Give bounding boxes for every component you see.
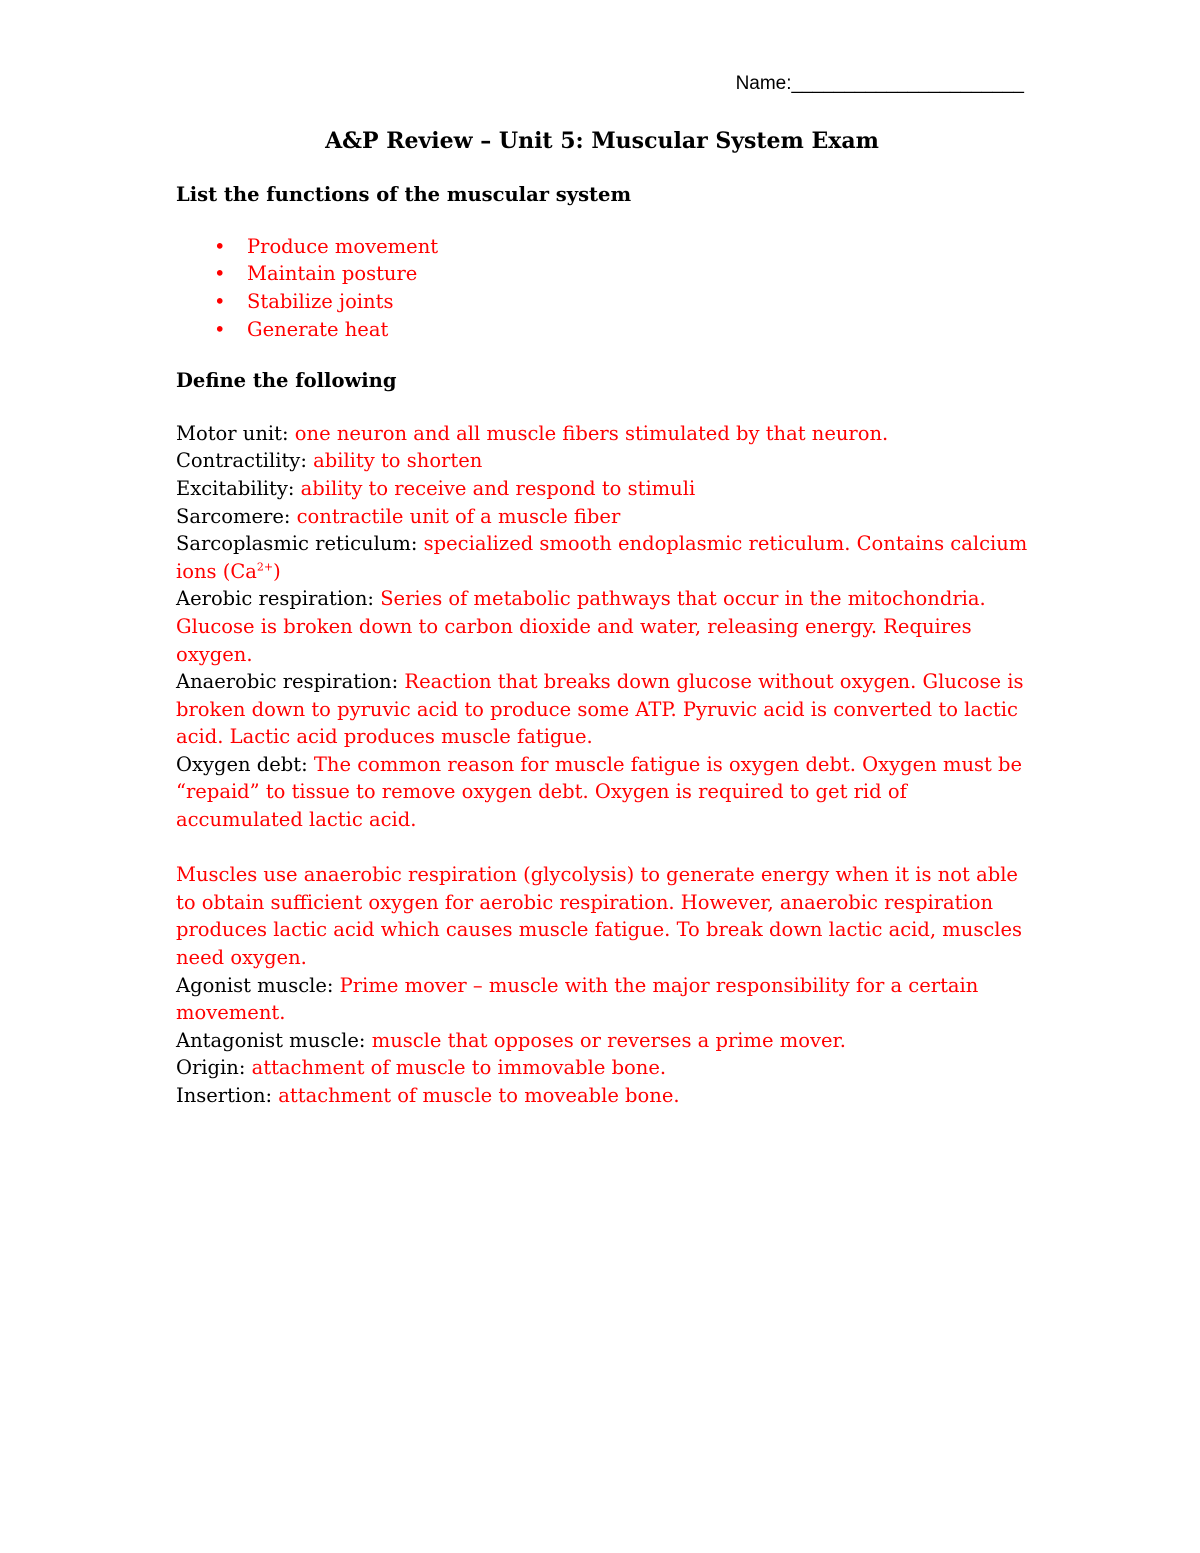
definition-insertion: [176, 1082, 1028, 1110]
definition-agonist-muscle: [176, 972, 1028, 1027]
definition-term: Anaerobic respiration:: [176, 670, 399, 694]
definition-term: Oxygen debt:: [176, 752, 308, 776]
definition-answer: Prime mover – muscle with the major responsibility for a certain movement.: [176, 973, 979, 1025]
definition-excitability: [176, 475, 1028, 503]
definition-term: Aerobic respiration:: [176, 587, 374, 611]
name-field-label: Name:______________________: [735, 73, 1024, 94]
definition-term: Sarcoplasmic reticulum:: [176, 532, 418, 556]
definition-answer: Reaction that breaks down glucose without oxygen. Glucose is broken down to pyruvic acid to produce some ATP. Pyruvic acid is converted to lactic acid. Lactic acid produces muscle fatigue.: [176, 670, 1024, 749]
explanation-paragraph: Muscles use anaerobic respiration (glycolysis) to generate energy when it is not able to obtain sufficient oxygen for aerobic respiration. However, anaerobic respiration produces lactic acid which causes muscle fatigue. To break down lactic acid, muscles need oxygen.: [176, 863, 1023, 970]
definition-answer: contractile unit of a muscle fiber: [290, 504, 621, 528]
definition-term: Excitability:: [176, 476, 295, 500]
page-title: A&P Review – Unit 5: Muscular System Exam: [325, 127, 879, 154]
function-item: Maintain posture: [247, 262, 418, 286]
definition-term: Origin:: [176, 1056, 246, 1080]
definition-sarcoplasmic-reticulum: [176, 530, 1028, 585]
definition-term: Agonist muscle:: [176, 973, 334, 997]
document-page: [176, 70, 1028, 1110]
definition-term: Contractility:: [176, 449, 307, 473]
definition-answer: Series of metabolic pathways that occur in the mitochondria. Glucose is broken down to carbon dioxide and water, releasing energy. Requires oxygen.: [176, 587, 986, 666]
list-item: [176, 316, 1028, 344]
definition-sarcomere: [176, 503, 1028, 531]
definition-contractility: [176, 447, 1028, 475]
definition-oxygen-debt: [176, 751, 1028, 834]
definition-term: Sarcomere:: [176, 504, 291, 528]
definition-answer-close: ): [273, 559, 281, 583]
definition-antagonist-muscle: [176, 1027, 1028, 1055]
paragraph-spacer: [176, 834, 1028, 862]
definition-answer: attachment of muscle to moveable bone.: [272, 1084, 680, 1107]
bullet-icon: •: [214, 317, 226, 341]
definition-term: Insertion:: [176, 1084, 273, 1107]
function-item: Produce movement: [247, 234, 439, 258]
definition-answer-text: specialized smooth endoplasmic reticulum. Contains calcium ions (Ca: [176, 532, 1028, 583]
function-item: Generate heat: [247, 317, 389, 341]
definition-answer: ability to receive and respond to stimuli: [294, 476, 696, 500]
list-item: [176, 260, 1028, 288]
definition-answer: muscle that opposes or reverses a prime mover.: [365, 1028, 846, 1052]
definitions-list: [176, 420, 1028, 1110]
definition-origin: [176, 1054, 1028, 1082]
definition-term: Antagonist muscle:: [176, 1028, 366, 1052]
definition-motor-unit: [176, 420, 1028, 448]
definition-answer: one neuron and all muscle fibers stimulated by that neuron.: [288, 421, 889, 445]
definitions-heading: Define the following: [176, 369, 397, 393]
definition-answer: attachment of muscle to immovable bone.: [245, 1056, 667, 1080]
definition-term: Motor unit:: [176, 421, 289, 445]
superscript-charge: 2+: [256, 560, 274, 574]
functions-list: [176, 233, 1028, 343]
definition-anaerobic-respiration: [176, 668, 1028, 751]
functions-heading: List the functions of the muscular system: [176, 183, 632, 207]
bullet-icon: •: [214, 289, 226, 313]
definition-aerobic-respiration: [176, 585, 1028, 668]
bullet-icon: •: [214, 262, 226, 286]
bullet-icon: •: [214, 234, 226, 258]
list-item: [176, 288, 1028, 316]
definition-answer: ability to shorten: [306, 449, 483, 473]
definition-answer: The common reason for muscle fatigue is oxygen debt. Oxygen must be “repaid” to tissue to remove oxygen debt. Oxygen is required to get rid of accumulated lactic acid.: [176, 752, 1023, 832]
function-item: Stabilize joints: [247, 289, 394, 313]
list-item: [176, 233, 1028, 261]
